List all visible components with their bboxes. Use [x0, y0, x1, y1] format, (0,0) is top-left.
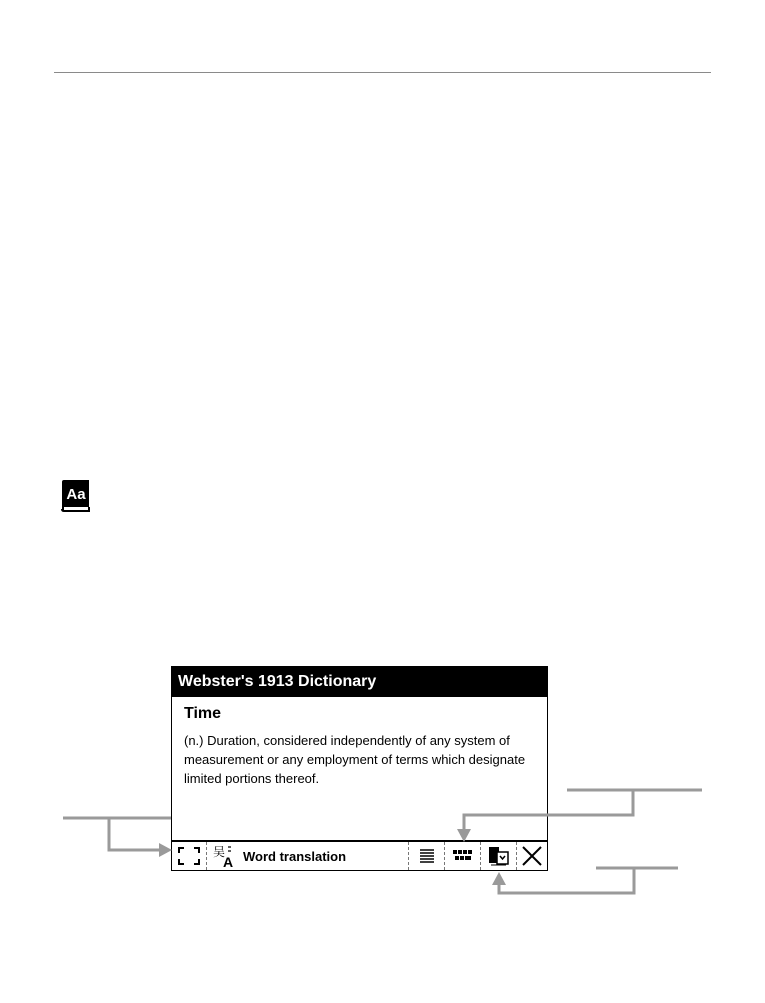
dictionary-title: Webster's 1913 Dictionary — [172, 667, 547, 697]
entry-word: Time — [184, 705, 222, 722]
callout-keyboard — [464, 790, 702, 830]
callout-translate — [63, 818, 171, 850]
callout-arrow-dictionary — [492, 872, 506, 885]
word-translation-label: Word translation — [243, 848, 347, 864]
callout-dictionary — [499, 868, 678, 893]
svg-text:吴: 吴 — [213, 845, 226, 859]
callout-arrow-keyboard — [457, 829, 471, 842]
callout-arrow-translate — [159, 843, 172, 857]
svg-text:Aa: Aa — [66, 486, 86, 503]
svg-text:A: A — [223, 854, 234, 868]
entry-definition: (n.) Duration, considered independently of any system of measurement or any employment of terms which designate limited portions thereof. — [184, 733, 526, 786]
